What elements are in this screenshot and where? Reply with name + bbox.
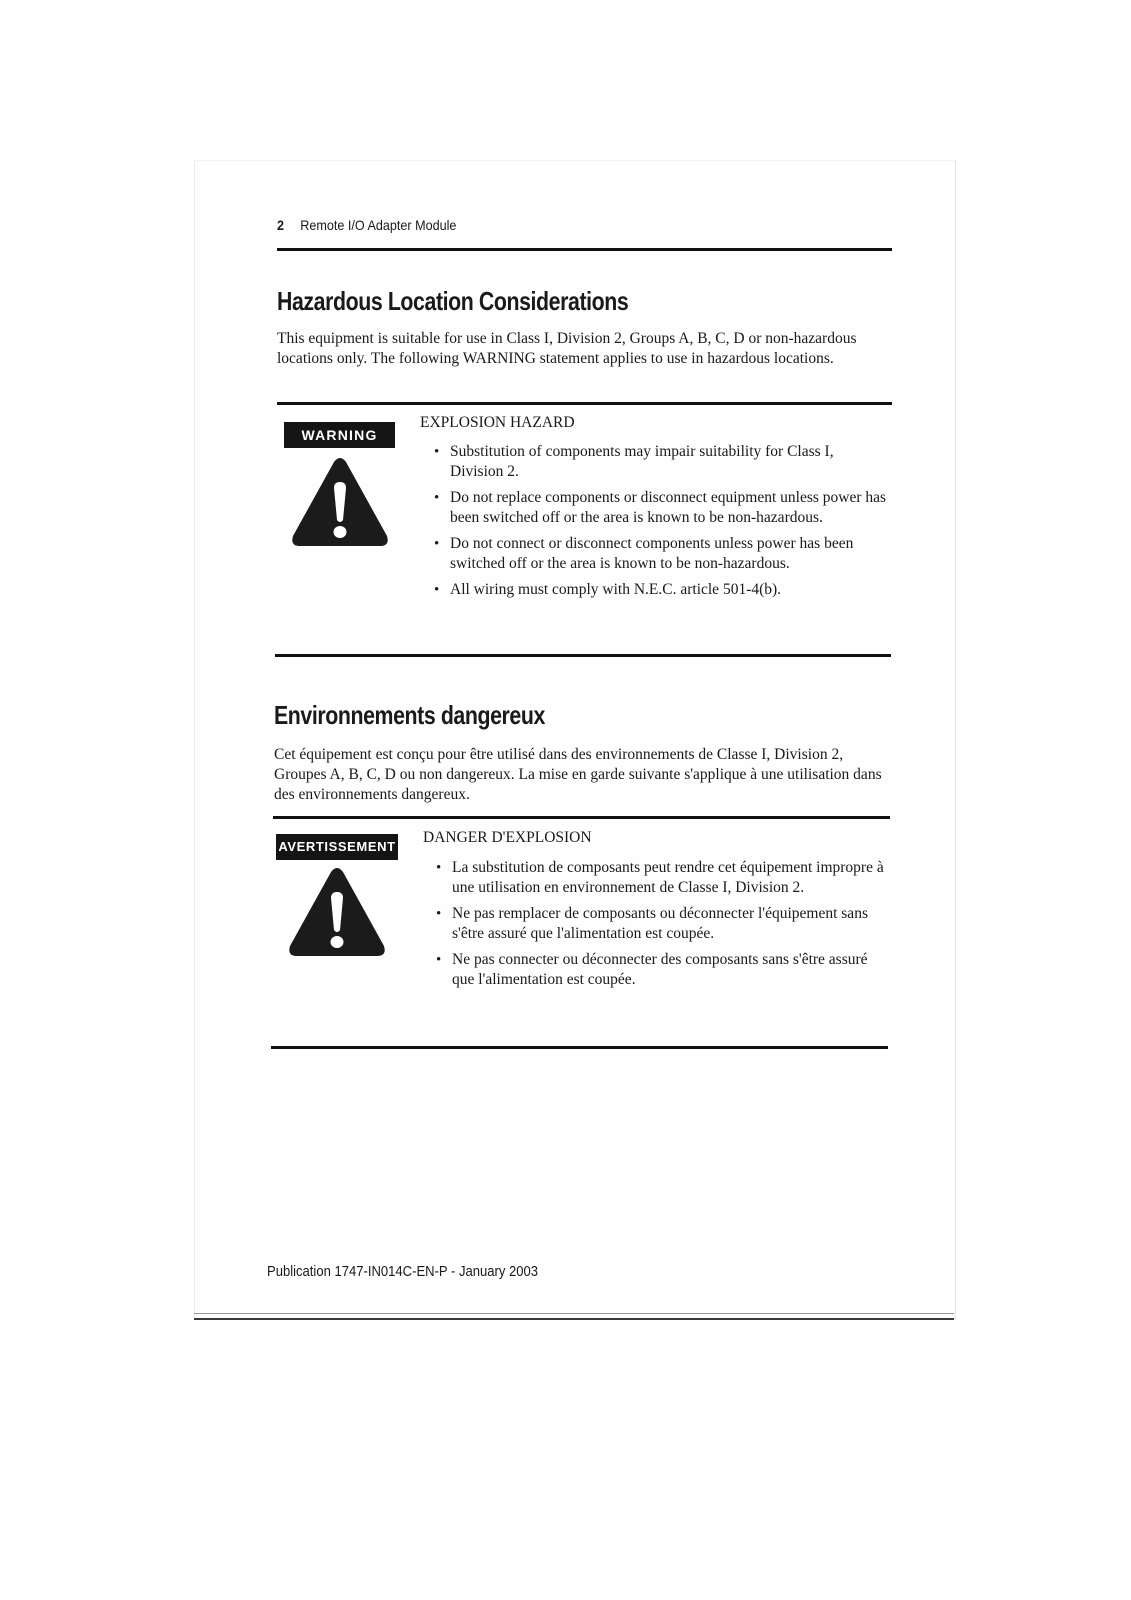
warning-badge: WARNING: [284, 422, 395, 448]
warning-triangle-icon: [290, 456, 390, 548]
list-item: • Ne pas connecter ou déconnecter des composants sans s'être assuré que l'alimentation est coupée.: [437, 950, 892, 990]
list-item: • Do not connect or disconnect components unless power has been switched off or the area is known to be non-hazardous.: [435, 534, 890, 574]
avertissement-top-rule: [273, 816, 890, 819]
hazard-title-fr: DANGER D'EXPLOSION: [423, 829, 592, 846]
warning-triangle-icon: [287, 866, 387, 958]
header-rule: [277, 248, 892, 251]
list-item: • Do not replace components or disconnect equipment unless power has been switched off or the area is known to be non-hazardous.: [435, 488, 890, 528]
header-title: Remote I/O Adapter Module: [300, 217, 457, 233]
hazard-list-fr: [437, 858, 892, 996]
avertissement-bottom-rule: [271, 1046, 888, 1049]
hazard-list-en: [435, 442, 890, 606]
avertissement-badge: AVERTISSEMENT: [276, 834, 398, 860]
list-item: • Ne pas remplacer de composants ou déconnecter l'équipement sans s'être assuré que l'alimentation est coupée.: [437, 904, 892, 944]
list-item: • La substitution de composants peut rendre cet équipement impropre à une utilisation en environnement de Classe I, Division 2.: [437, 858, 892, 898]
warning-bottom-rule: [275, 654, 891, 657]
running-header: [277, 217, 456, 233]
publication-footer: Publication 1747-IN014C-EN-P - January 2003: [267, 1264, 539, 1280]
list-item: • All wiring must comply with N.E.C. article 501-4(b).: [435, 580, 890, 600]
page-number: 2: [277, 217, 285, 233]
list-item: • Substitution of components may impair suitability for Class I, Division 2.: [435, 442, 890, 482]
intro-paragraph-fr: Cet équipement est conçu pour être utilisé dans des environnements de Classe I, Division 2, Groupes A, B, C, D ou non dangereux. La mise en garde suivante s'applique à une utilisation dans des environnements dangereux.: [274, 746, 882, 803]
warning-top-rule: [277, 402, 892, 405]
section-heading-en: Hazardous Location Considerations: [277, 286, 629, 316]
exclamation-dot: [334, 526, 347, 538]
intro-paragraph-en: This equipment is suitable for use in Class I, Division 2, Groups A, B, C, D or non-hazardous locations only. The following WARNING statement applies to use in hazardous locations.: [277, 330, 857, 367]
page-bottom-edge: [194, 1318, 954, 1320]
exclamation-dot: [331, 936, 344, 948]
section-heading-fr: Environnements dangereux: [274, 700, 545, 730]
page-edge-shadow: [194, 1313, 954, 1314]
hazard-title-en: EXPLOSION HAZARD: [420, 414, 575, 431]
